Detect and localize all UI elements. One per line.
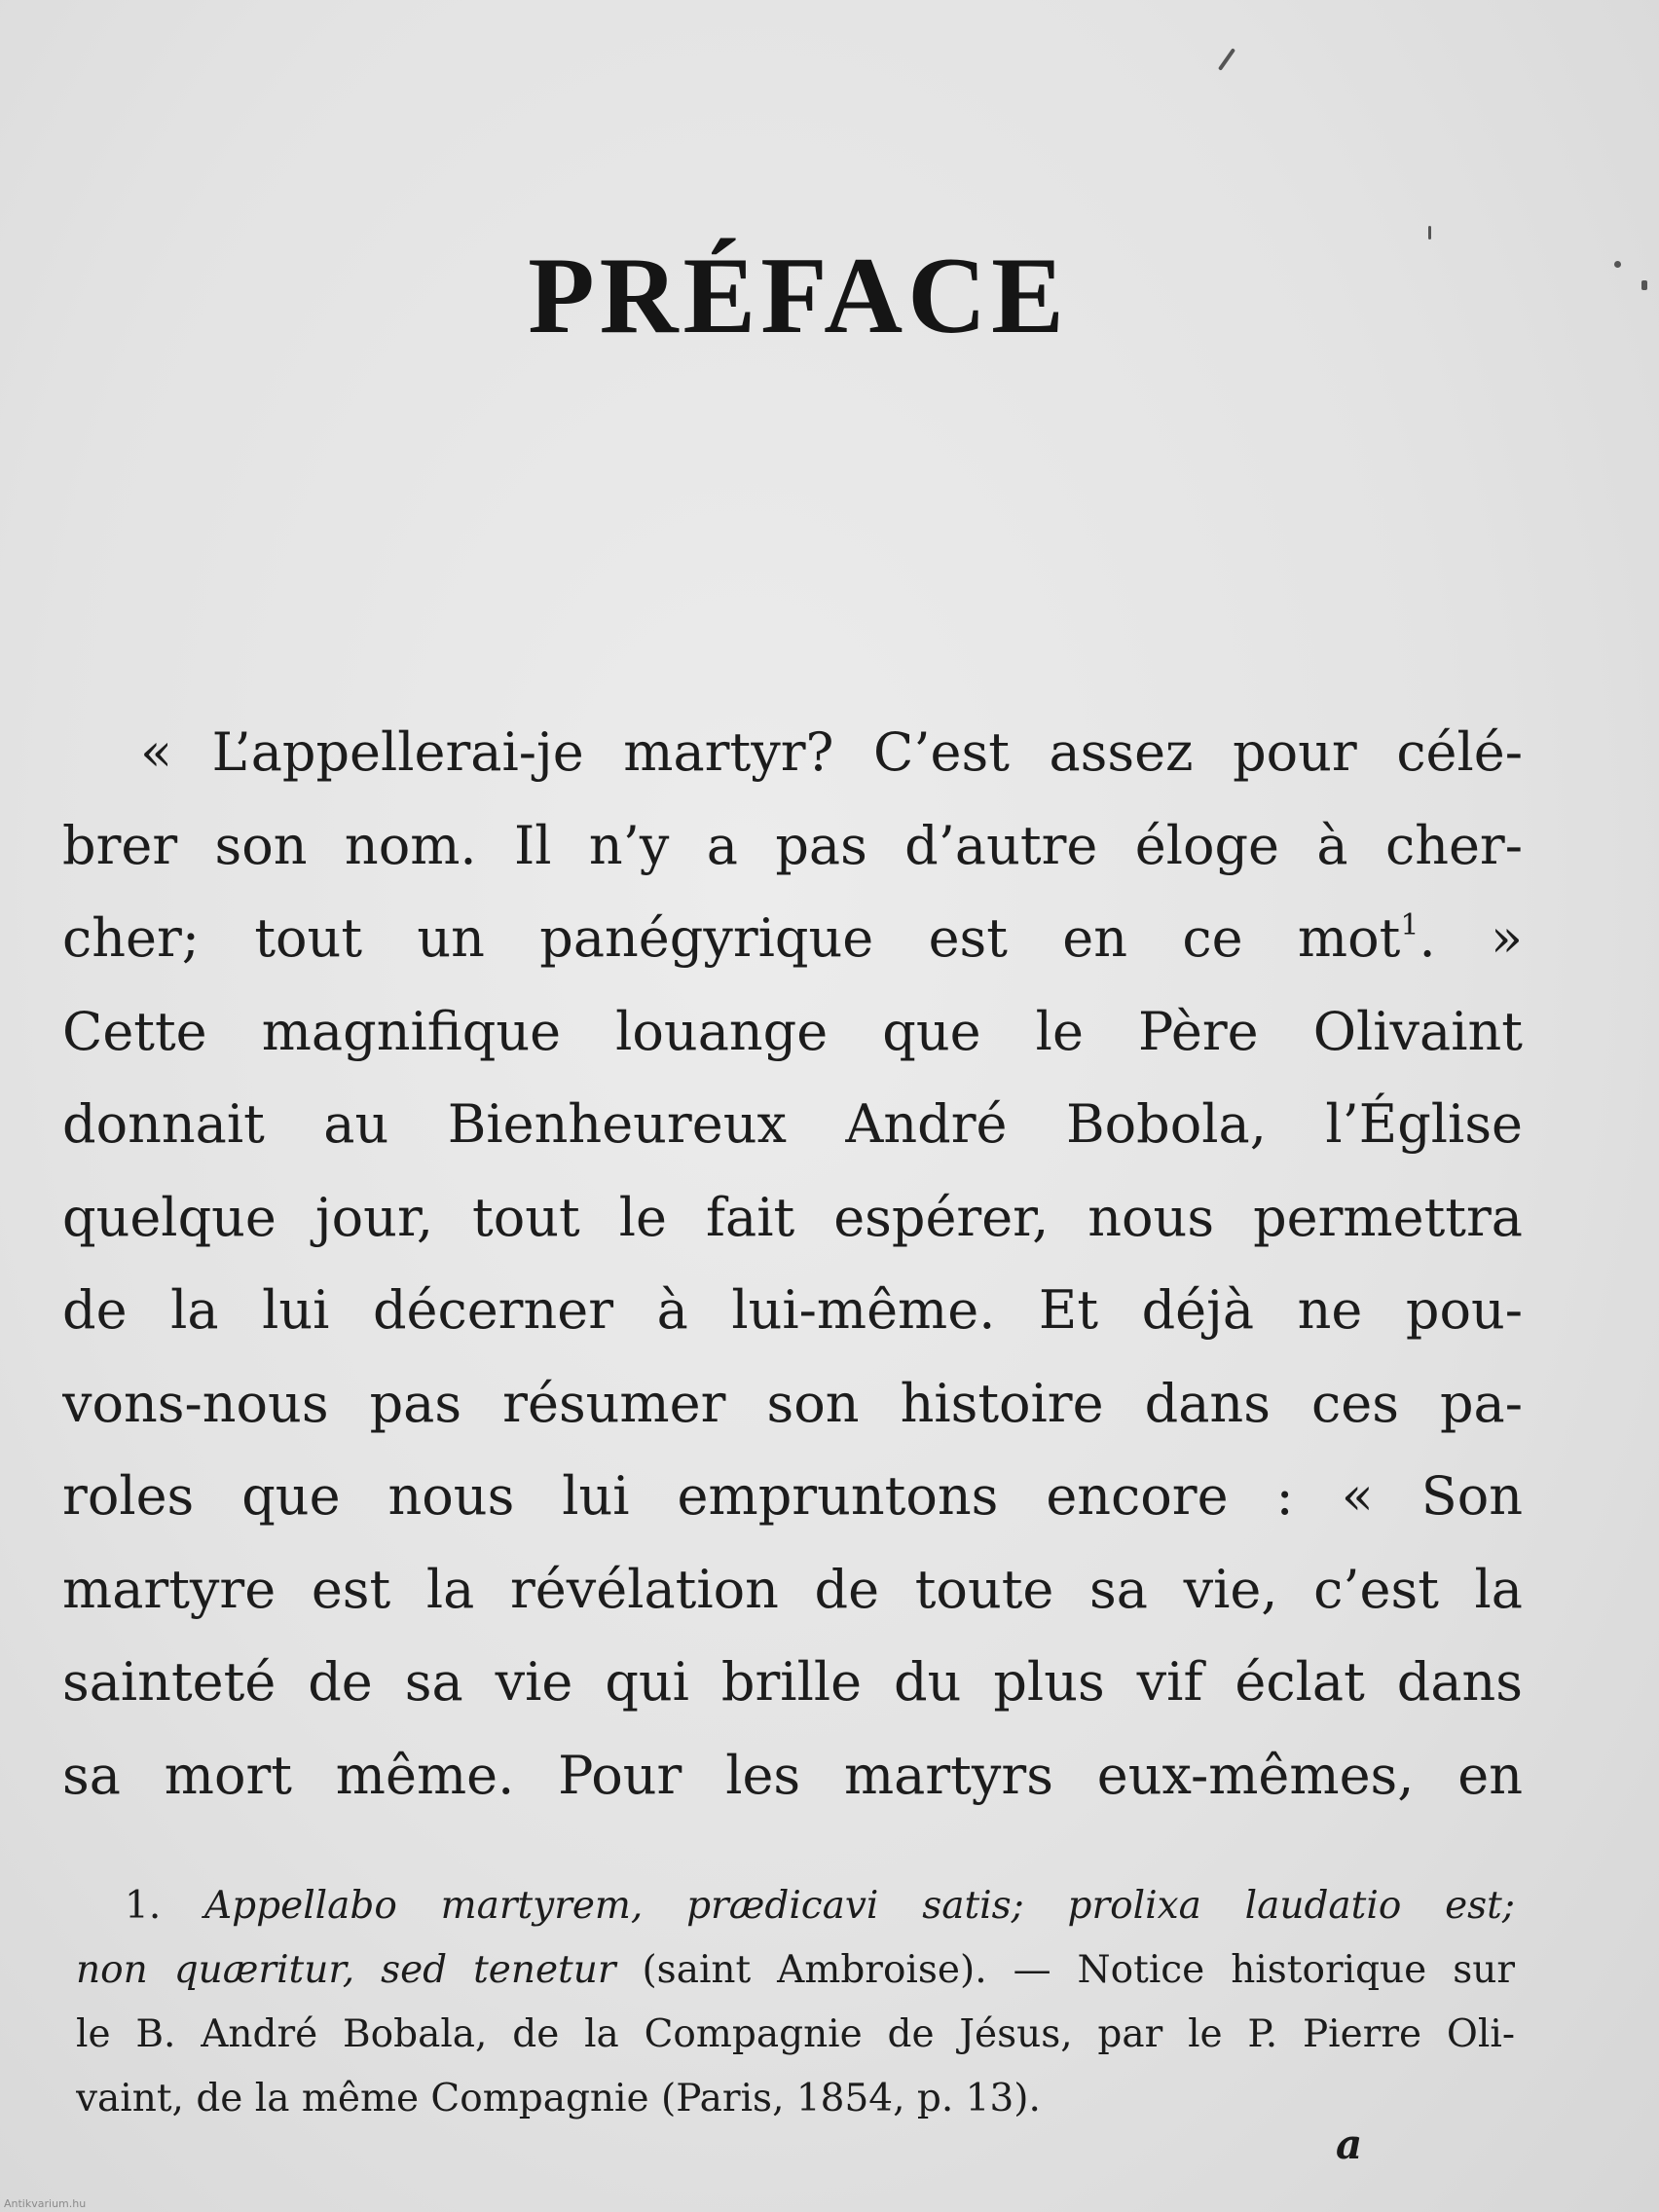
footnote-line xyxy=(76,1874,1515,1938)
text-line: roles que nous lui empruntons encore : « Son xyxy=(62,1465,1523,1527)
footnote-reference: 1 xyxy=(1400,908,1419,942)
footnote-text: (saint Ambroise). — Notice historique sur xyxy=(642,1948,1515,1992)
text-line: donnait au Bienheureux André Bobola, l’Église xyxy=(62,1093,1523,1155)
text-line: de la lui décerner à lui-même. Et déjà ne pou- xyxy=(62,1279,1523,1341)
text-line: sa mort même. Pour les martyrs eux-mêmes, en xyxy=(62,1744,1523,1806)
text-line: sainteté de sa vie qui brille du plus vif éclat dans xyxy=(62,1651,1523,1713)
text-line: vons-nous pas résumer son histoire dans ces pa- xyxy=(62,1372,1523,1434)
watermark: Antikvarium.hu xyxy=(4,2197,87,2210)
text-line: quelque jour, tout le fait espérer, nous permettra xyxy=(62,1186,1523,1248)
ink-speck xyxy=(1641,280,1647,290)
text-line: Cette magnifique louange que le Père Olivaint xyxy=(62,1000,1523,1062)
footnote xyxy=(76,1874,1515,2131)
ink-speck xyxy=(1614,261,1621,268)
footnote-number: 1. xyxy=(125,1884,162,1928)
footnote-line: le B. André Bobala, de la Compagnie de Jésus, par le P. Pierre Oli- xyxy=(76,2012,1515,2056)
text-line: brer son nom. Il n’y a pas d’autre éloge à cher- xyxy=(62,814,1523,876)
footnote-latin: non quæritur, sed tenetur xyxy=(76,1948,616,1992)
footnote-latin: Appellabo martyrem, prædicavi satis; prolixa laudatio est; xyxy=(204,1884,1515,1928)
text-line: « L’appellerai-je martyr? C’est assez pour célé- xyxy=(140,721,1523,783)
text-line-with-footnote xyxy=(62,892,1523,985)
text-line: martyre est la révélation de toute sa vie, c’est la xyxy=(62,1558,1523,1620)
page-title: PRÉFACE xyxy=(528,236,1069,356)
ink-speck xyxy=(1218,48,1235,71)
text-line-part: . » xyxy=(1419,907,1523,969)
signature-mark: a xyxy=(1336,2120,1363,2168)
footnote-line: vaint, de la même Compagnie (Paris, 1854, p. 13). xyxy=(76,2077,1041,2120)
footnote-line xyxy=(76,1938,1515,2003)
text-line-part: cher; tout un panégyrique est en ce mot xyxy=(62,907,1401,969)
body-paragraph xyxy=(62,706,1523,1822)
